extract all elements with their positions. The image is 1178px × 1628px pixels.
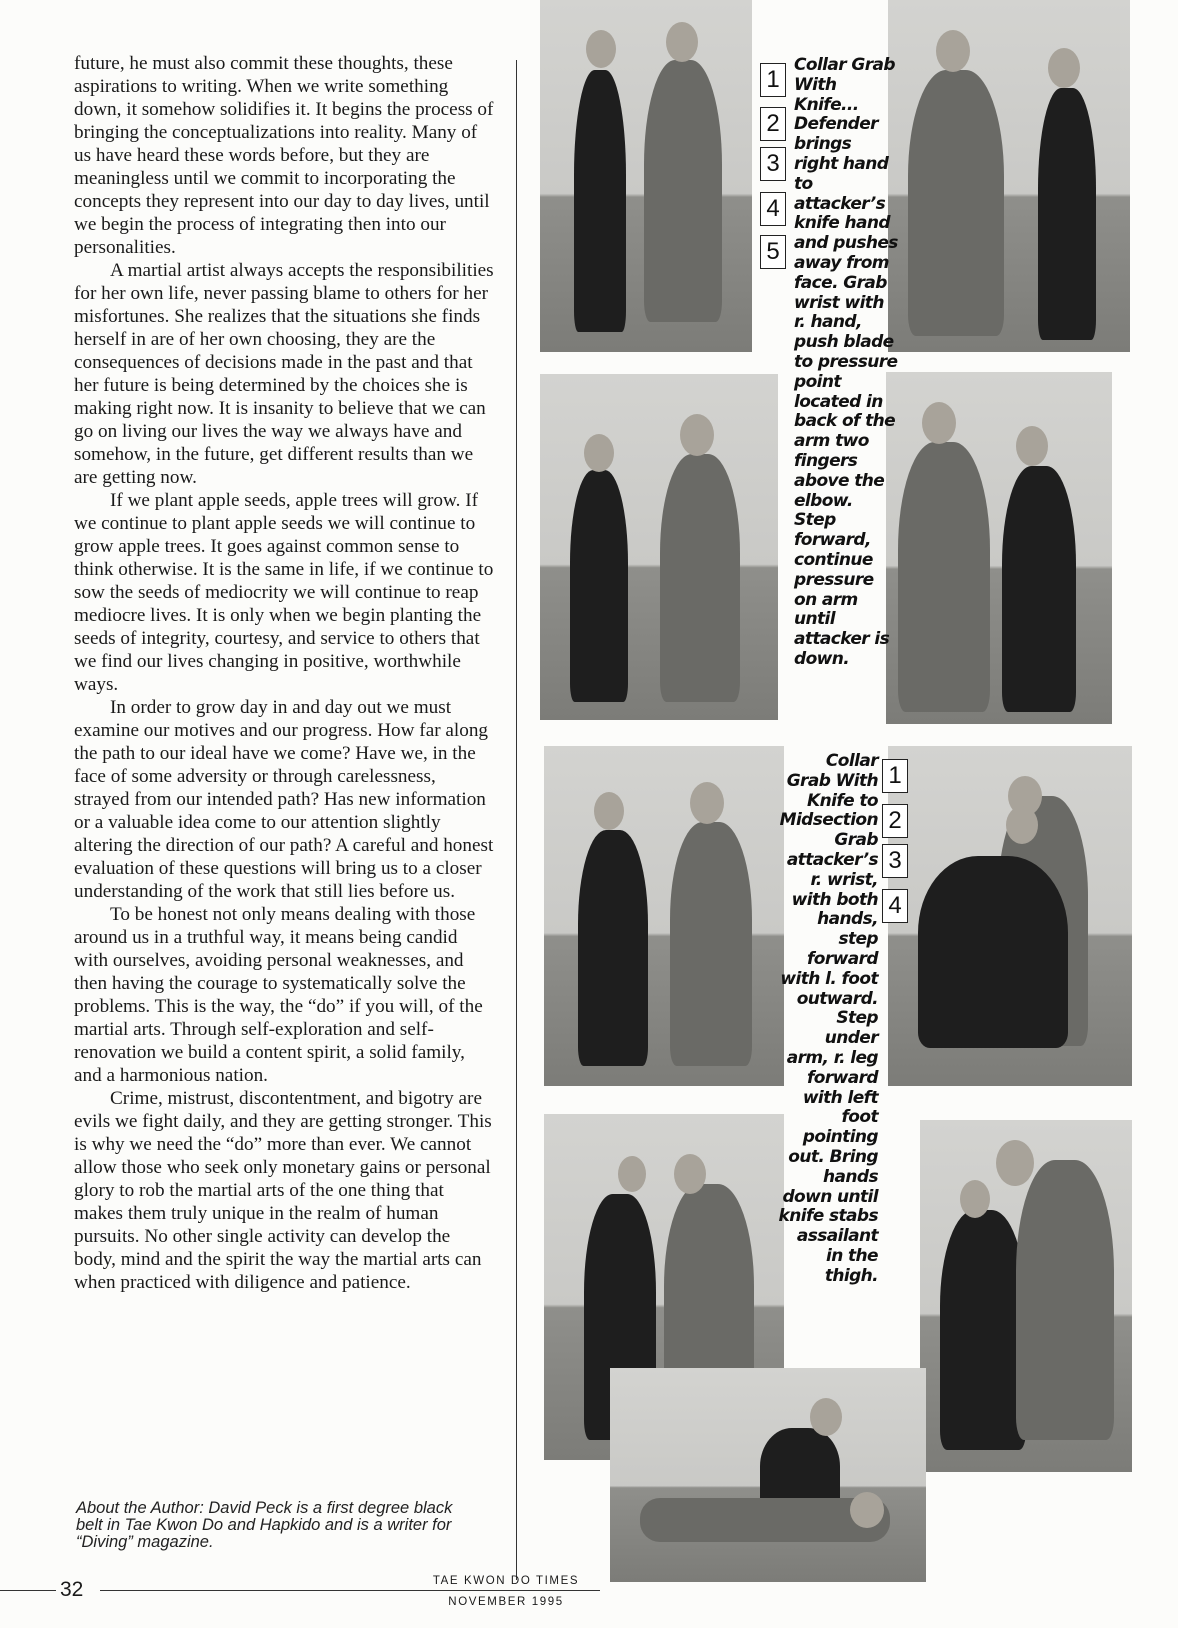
photo-technique2-step4: [920, 1120, 1132, 1472]
column-divider: [516, 60, 517, 1580]
step-number-box: 1: [882, 759, 908, 793]
step-number-box: 5: [760, 235, 786, 269]
footer-rule: [0, 1590, 56, 1591]
issue-date: NOVEMBER 1995: [448, 1596, 564, 1608]
magazine-name: TAE KWON DO TIMES: [432, 1575, 580, 1587]
photo-technique1-step1: [540, 0, 752, 352]
article-paragraph: Crime, mistrust, discontentment, and bigotry are evils we fight daily, and they are getting stronger. This is why we need the “do” more than ever. We cannot allow those who seek only monetary gains or personal glory to rob the martial arts of the one thing that makes them truly unique in the realm of human pursuits. No other single activity can develop the body, mind and the spirit the way the martial arts can when practiced with diligence and patience.: [74, 1088, 492, 1293]
step-number-box: 2: [882, 804, 908, 838]
article-paragraph: To be honest not only means dealing with those around us in a truthful way, it means being candid with ourselves, avoiding personal weaknesses, and then having the courage to systematically solve the problems. This is the way, the “do” if you will, of the martial arts. Through self-exploration and self-renovation we build a content spirit, a solid family, and a harmonious nation.: [74, 904, 483, 1086]
step-number-box: 3: [760, 147, 786, 181]
technique2-caption: Collar Grab With Knife to Midsection Grab attacker’s r. wrist, with both hands, step forward with l. foot outward. Step under arm, r. leg forward with left foot pointing out. Bring hands down until knife stabs assailant in the thigh.: [778, 751, 878, 1286]
step-number-box: 4: [882, 889, 908, 923]
article-paragraph: A martial artist always accepts the responsibilities for her own life, never passing blame to others for her misfortunes. She realizes that the situations she finds herself in are of her own choosing, they are the consequences of decisions made in the past and that her future is being determined by the choices she is making right now. It is insanity to believe that we can go on living our lives the way we always have and somehow, in the future, get different results than we are getting now.: [74, 260, 494, 488]
about-author: About the Author: David Peck is a first degree black belt in Tae Kwon Do and Hapkido and is a writer for “Diving” magazine.: [76, 1499, 453, 1551]
photo-technique2-step2: [888, 746, 1132, 1086]
article-body: [74, 52, 494, 1294]
technique1-caption: Collar Grab With Knife... Defender brings right hand to attacker’s knife hand and pushes away from face. Grab wrist with r. hand, push blade to pressure point located in back of the arm two fingers above the elbow. Step forward, continue pressure on arm until attacker is down.: [794, 55, 898, 669]
photo-technique1-step2: [888, 0, 1130, 352]
step-number-box: 1: [760, 63, 786, 97]
step-number-box: 2: [760, 107, 786, 141]
photo-technique1-step3: [540, 374, 778, 720]
footer-rule: [100, 1590, 600, 1591]
page-number: 32: [60, 1578, 84, 1601]
article-paragraph: If we plant apple seeds, apple trees will grow. If we continue to plant apple seeds we will continue to grow apple trees. It goes against common sense to think otherwise. It is the same in life, if we continue to sow the seeds of mediocrity we will continue to reap mediocre lives. It is only when we begin planting the seeds of integrity, courtesy, and service to others that we find our lives changing in positive, worthwhile ways.: [74, 490, 494, 695]
photo-technique2-step1: [544, 746, 784, 1086]
photo-technique2-step5: [610, 1368, 926, 1582]
article-paragraph: future, he must also commit these thoughts, these aspirations to writing. When we write something down, it somehow solidifies it. It begins the process of bringing the conceptualizations into reality. Many of us have heard these words before, but they are meaningless until we commit to incorporating the concepts they represent into our day to day lives, until we begin the process of integrating then into our personalities.: [74, 53, 494, 258]
step-number-box: 4: [760, 192, 786, 226]
photo-technique1-step4: [886, 372, 1112, 724]
article-paragraph: In order to grow day in and day out we must examine our motives and our progress. How far along the path to our ideal have we come? Have we, in the face of some adversity or through carelessness, strayed from our intended path? Has new information or a valuable idea come to our attention slightly altering the direction of our path? A careful and honest evaluation of these questions will bring us to a closer understanding of the work that still lies before us.: [74, 697, 494, 902]
step-number-box: 3: [882, 844, 908, 878]
